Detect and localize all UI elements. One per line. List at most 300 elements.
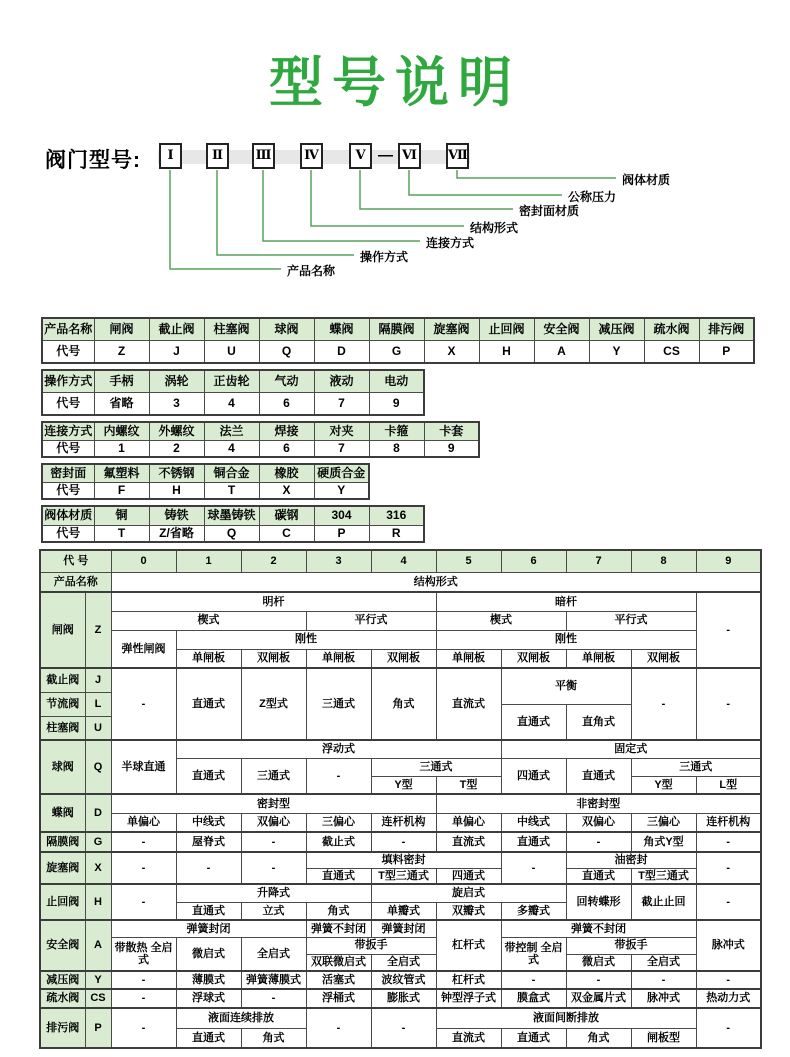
value-cell: 直通式 [176,902,241,920]
value-cell: 微启式 [176,937,241,971]
code-cell: 代号 [42,440,94,457]
code-cell: H [479,340,534,363]
leader-line [311,170,464,226]
value-cell: 杠杆式 [436,971,501,989]
value-cell: T型 [436,776,501,794]
value-cell: Z型式 [241,668,306,740]
model-segment-box-4: Ⅳ [300,143,323,169]
segment-meaning-label: 产品名称 [287,264,336,278]
header-cell: 铸铁 [149,506,204,525]
header-cell: 产品名称 [42,318,94,340]
value-cell: - [111,971,176,989]
value-cell: 平衡 [501,668,631,704]
label-cell: P [85,1008,111,1048]
model-segment-box-6: Ⅵ [398,143,421,169]
header-cell: 涡轮 [149,370,204,392]
header-cell: 电动 [369,370,424,392]
table-row [40,832,761,852]
leader-line [457,170,616,178]
value-cell: 脉冲式 [631,989,696,1008]
value-cell: 浮球式 [176,989,241,1008]
code-table-2 [41,369,425,416]
value-cell: 三通式 [371,758,501,776]
code-row [42,392,424,415]
value-cell: 三通式 [306,668,371,740]
value-cell: 液面连续排放 [176,1008,306,1028]
label-cell: X [85,852,111,884]
value-cell: 密封型 [111,794,436,813]
code-table-1 [41,317,755,364]
value-cell: - [696,1008,761,1048]
value-cell: - [306,1008,371,1048]
segment-meaning-label: 连接方式 [426,236,475,250]
value-cell: 四通式 [436,868,501,884]
value-cell: 结构形式 [111,572,761,592]
header-cell: 卡箍 [369,422,424,440]
label-cell: CS [85,989,111,1008]
code-cell: X [259,482,314,499]
code-row [42,525,424,542]
value-cell: - [306,758,371,794]
value-cell: - [111,1008,176,1048]
value-cell: 带扳手 [306,937,436,954]
code-cell: H [149,482,204,499]
value-cell: 双偏心 [241,813,306,832]
value-cell: 双金属片式 [566,989,631,1008]
value-cell: - [566,971,631,989]
code-row [42,340,754,363]
leader-line [217,170,354,255]
header-cell: 球墨铸铁 [204,506,259,525]
table-row [40,989,761,1008]
label-cell: Z [85,592,111,668]
label-cell: 柱塞阀 [40,716,85,740]
value-cell: 双偏心 [566,813,631,832]
value-cell: 角式 [306,902,371,920]
code-cell: 9 [369,392,424,415]
value-cell: 直通式 [501,1028,566,1048]
segment-meaning-label: 结构形式 [470,221,519,235]
label-cell: 0 [111,550,176,572]
value-cell: - [241,832,306,852]
value-cell: - [696,971,761,989]
value-cell: T型三通式 [631,868,696,884]
code-cell: T [204,482,259,499]
value-cell: 刚性 [176,630,436,649]
label-cell: Y [85,971,111,989]
value-cell: 带控制 全启式 [501,937,566,971]
value-cell: 直通式 [176,668,241,740]
segment-meaning-label: 密封面材质 [519,204,580,218]
value-cell: 楔式 [111,611,306,630]
value-cell: - [696,884,761,920]
model-segment-box-3: Ⅲ [252,143,275,169]
header-cell: 隔膜阀 [369,318,424,340]
code-cell: 9 [424,440,479,457]
header-cell: 不锈钢 [149,464,204,482]
label-cell: 减压阀 [40,971,85,989]
value-cell: - [696,592,761,668]
value-cell: 角式Y型 [631,832,696,852]
code-cell: X [424,340,479,363]
value-cell: 弹簧封闭 [111,920,306,937]
header-cell: 正齿轮 [204,370,259,392]
code-tables [41,317,790,543]
code-cell: R [369,525,424,542]
code-row [42,440,479,457]
value-cell: 半球直通 [111,740,176,794]
value-cell: 三通式 [631,758,761,776]
value-cell: - [696,852,761,884]
label-cell: 代 号 [40,550,111,572]
label-cell: 球阀 [40,740,85,794]
header-row [42,464,369,482]
value-cell: L型 [696,776,761,794]
header-cell: 排污阀 [699,318,754,340]
code-cell: C [259,525,314,542]
value-cell: Y型 [371,776,436,794]
header-cell: 安全阀 [534,318,589,340]
header-cell: 液动 [314,370,369,392]
header-cell: 旋塞阀 [424,318,479,340]
value-cell: - [371,832,436,852]
label-cell: D [85,794,111,832]
value-cell: 直通式 [566,868,631,884]
header-cell: 连接方式 [42,422,94,440]
header-row [42,422,479,440]
value-cell: 膜盒式 [501,989,566,1008]
table-row [40,813,761,832]
model-segment-box-1: Ⅰ [159,143,182,169]
header-cell: 密封面 [42,464,94,482]
value-cell: 三通式 [241,758,306,794]
code-table-5 [41,505,425,543]
value-cell: 三偏心 [306,813,371,832]
label-cell: 8 [631,550,696,572]
code-cell: 4 [204,440,259,457]
value-cell: 闸板型 [631,1028,696,1048]
segment-meaning-label: 操作方式 [360,250,409,264]
header-cell: 碳钢 [259,506,314,525]
header-row [42,318,754,340]
code-cell: U [204,340,259,363]
value-cell: - [371,1008,436,1048]
value-cell: 角式 [566,1028,631,1048]
header-cell: 法兰 [204,422,259,440]
label-cell: 旋塞阀 [40,852,85,884]
header-cell: 氟塑料 [94,464,149,482]
code-cell: P [314,525,369,542]
value-cell: - [696,668,761,740]
header-cell: 闸阀 [94,318,149,340]
header-cell: 球阀 [259,318,314,340]
code-cell: 7 [314,440,369,457]
model-segment-box-7: Ⅶ [446,143,469,169]
value-cell: 暗杆 [436,592,696,611]
code-cell: 6 [259,440,314,457]
code-table-3 [41,421,480,458]
value-cell: 明杆 [111,592,436,611]
label-cell: Q [85,740,111,794]
code-cell: F [94,482,149,499]
value-cell: - [111,832,176,852]
table-row [40,937,761,954]
value-cell: 填料密封 [306,852,501,868]
header-cell: 304 [314,506,369,525]
header-cell: 焊接 [259,422,314,440]
header-cell: 柱塞阀 [204,318,259,340]
header-cell: 内螺纹 [94,422,149,440]
header-cell: 气动 [259,370,314,392]
value-cell: 带散热 全启式 [111,937,176,971]
table-row [40,572,761,592]
label-cell: H [85,884,111,920]
leader-line [263,170,420,241]
label-cell: G [85,832,111,852]
code-cell: CS [644,340,699,363]
value-cell: 液面间断排放 [436,1008,696,1028]
segment-meaning-label: 阀体材质 [622,173,671,187]
value-cell: - [631,668,696,740]
model-segment-box-2: Ⅱ [206,143,229,169]
code-cell: 6 [259,392,314,415]
value-cell: 直通式 [176,758,241,794]
value-cell: 立式 [241,902,306,920]
value-cell: 固定式 [501,740,761,758]
page-title: 型号说明 [269,53,521,113]
header-cell: 铜 [94,506,149,525]
value-cell: 单闸板 [176,649,241,668]
value-cell: 浮桶式 [306,989,371,1008]
value-cell: - [111,989,176,1008]
value-cell: 直流式 [436,832,501,852]
value-cell: 薄膜式 [176,971,241,989]
value-cell: 单偏心 [436,813,501,832]
table-row [40,740,761,758]
value-cell: 非密封型 [436,794,761,813]
table-row [40,550,761,572]
header-cell: 阀体材质 [42,506,94,525]
value-cell: 直流式 [436,1028,501,1048]
label-cell: 1 [176,550,241,572]
value-cell: 弹簧薄膜式 [241,971,306,989]
code-row [42,482,369,499]
code-cell: Y [589,340,644,363]
value-cell: 波纹管式 [371,971,436,989]
value-cell: 直通式 [176,1028,241,1048]
value-cell: 旋启式 [371,884,566,902]
value-cell: 双闸板 [241,649,306,668]
value-cell: 回转蝶形 [566,884,631,920]
label-cell: 节流阀 [40,692,85,716]
value-cell: 平行式 [306,611,436,630]
value-cell: 微启式 [566,954,631,971]
table-row [40,852,761,868]
code-cell: 2 [149,440,204,457]
value-cell: 双联微启式 [306,954,371,971]
value-cell: 角式 [371,668,436,740]
value-cell: 单偏心 [111,813,176,832]
value-cell: 杠杆式 [436,920,501,971]
value-cell: 浮动式 [176,740,501,758]
value-cell: Y型 [631,776,696,794]
label-cell: 隔膜阀 [40,832,85,852]
label-cell: A [85,920,111,971]
label-cell: 6 [501,550,566,572]
value-cell: 带扳手 [566,937,696,954]
value-cell: 双闸板 [501,649,566,668]
header-cell: 对夹 [314,422,369,440]
table-row [40,611,761,630]
code-cell: 1 [94,440,149,457]
code-cell: D [314,340,369,363]
code-cell: Q [259,340,314,363]
value-cell: 膨胀式 [371,989,436,1008]
label-cell: 止回阀 [40,884,85,920]
value-cell: 四通式 [501,758,566,794]
value-cell: 弹性闸阀 [111,630,176,668]
table-row [40,884,761,902]
value-cell: 角式 [241,1028,306,1048]
value-cell: 楔式 [436,611,566,630]
label-cell: 7 [566,550,631,572]
value-cell: 直通式 [501,832,566,852]
value-cell: 刚性 [436,630,696,649]
code-cell: 省略 [94,392,149,415]
header-cell: 减压阀 [589,318,644,340]
model-segment-box-5: Ⅴ [349,143,372,169]
table-row [40,630,761,649]
label-cell: 产品名称 [40,572,111,592]
code-cell: Z/省略 [149,525,204,542]
value-cell: 连杆机构 [371,813,436,832]
value-cell: - [631,971,696,989]
value-cell: 弹簧不封闭 [306,920,371,937]
table-row [40,920,761,937]
header-cell: 硬质合金 [314,464,369,482]
value-cell: 双闸板 [631,649,696,668]
value-cell: 连杆机构 [696,813,761,832]
code-cell: 8 [369,440,424,457]
value-cell: 单闸板 [436,649,501,668]
leader-line [360,170,513,209]
value-cell: 直通式 [306,868,371,884]
value-cell: - [566,832,631,852]
code-cell: 3 [149,392,204,415]
header-cell: 止回阀 [479,318,534,340]
structure-form-table [39,549,762,1049]
label-cell: 蝶阀 [40,794,85,832]
value-cell: 单瓣式 [371,902,436,920]
value-cell: 截止式 [306,832,371,852]
value-cell: 单闸板 [306,649,371,668]
value-cell: - [501,852,566,884]
value-cell: 直通式 [501,704,566,740]
value-cell: 全启式 [241,937,306,971]
value-cell: 脉冲式 [696,920,761,971]
segment-separator: — [378,147,393,164]
value-cell: 中线式 [176,813,241,832]
label-cell: 安全阀 [40,920,85,971]
label-cell: 9 [696,550,761,572]
value-cell: 截止止回 [631,884,696,920]
header-cell: 316 [369,506,424,525]
value-cell: 全启式 [371,954,436,971]
value-cell: 多瓣式 [501,902,566,920]
model-number-diagram [0,141,790,283]
leader-line [170,170,281,269]
value-cell: 全启式 [631,954,696,971]
header-cell: 卡套 [424,422,479,440]
header-row [42,506,424,525]
value-cell: 油密封 [566,852,696,868]
value-cell: - [111,884,176,920]
header-cell: 截止阀 [149,318,204,340]
value-cell: - [111,852,176,884]
code-cell: J [149,340,204,363]
label-cell: 3 [306,550,371,572]
code-cell: Y [314,482,369,499]
header-cell: 蝶阀 [314,318,369,340]
value-cell: 双闸板 [371,649,436,668]
table-row [40,794,761,813]
value-cell: 单闸板 [566,649,631,668]
value-cell: 弹簧不封闭 [501,920,696,937]
value-cell: T型三通式 [371,868,436,884]
label-cell: 排污阀 [40,1008,85,1048]
header-cell: 外螺纹 [149,422,204,440]
leader-line [409,170,562,195]
header-cell: 橡胶 [259,464,314,482]
value-cell: 直角式 [566,704,631,740]
code-cell: 4 [204,392,259,415]
code-cell: 代号 [42,482,94,499]
header-cell: 操作方式 [42,370,94,392]
value-cell: 平行式 [566,611,696,630]
value-cell: - [696,832,761,852]
value-cell: - [176,852,241,884]
value-cell: 热动力式 [696,989,761,1008]
code-cell: 代号 [42,340,94,363]
value-cell: 双瓣式 [436,902,501,920]
code-cell: A [534,340,589,363]
code-cell: 代号 [42,392,94,415]
header-row [42,370,424,392]
table-row [40,1008,761,1028]
label-cell: U [85,716,111,740]
value-cell: 活塞式 [306,971,371,989]
value-cell: 中线式 [501,813,566,832]
value-cell: - [111,668,176,740]
label-cell: 截止阀 [40,668,85,692]
value-cell: 直流式 [436,668,501,740]
label-cell: 闸阀 [40,592,85,668]
value-cell: 钟型浮子式 [436,989,501,1008]
code-cell: Q [204,525,259,542]
label-cell: 4 [371,550,436,572]
header-cell: 铜合金 [204,464,259,482]
code-table-4 [41,463,370,500]
code-cell: 7 [314,392,369,415]
value-cell: 弹簧封闭 [371,920,436,937]
value-cell: 直通式 [566,758,631,794]
code-cell: P [699,340,754,363]
value-cell: - [241,852,306,884]
header-cell: 手柄 [94,370,149,392]
table-row [40,592,761,611]
value-cell: 升降式 [176,884,371,902]
code-cell: G [369,340,424,363]
